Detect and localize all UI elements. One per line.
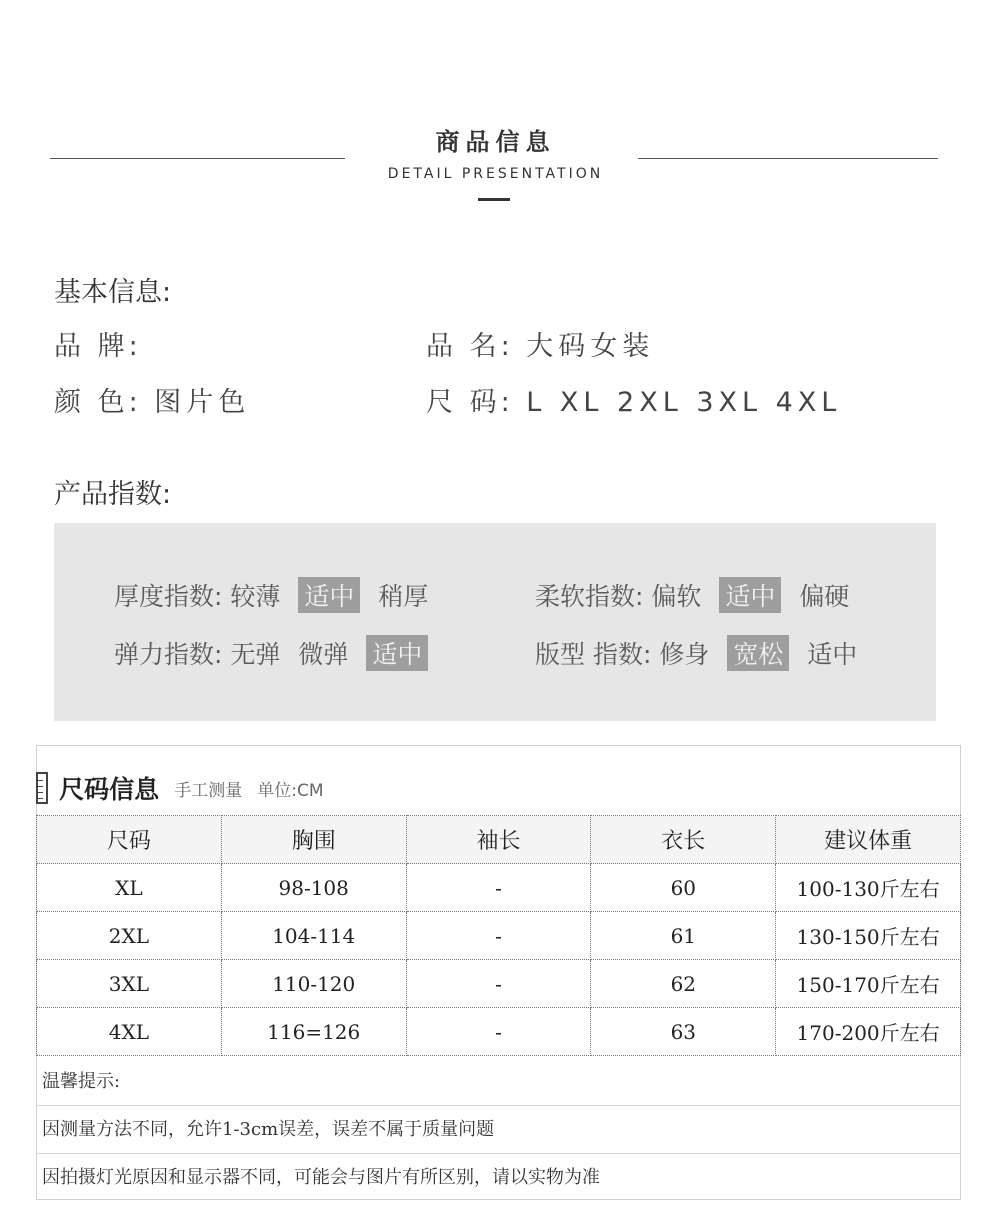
cell-length: 60 [591, 864, 776, 912]
softness-option-selected: 适中 [719, 577, 781, 613]
elasticity-option-selected: 适中 [366, 635, 428, 671]
product-name-value: 大码女装 [526, 331, 655, 362]
header-dash [478, 198, 510, 201]
header-weight: 建议体重 [776, 816, 961, 864]
cell-size: 4XL [37, 1008, 222, 1056]
fit-label: 版型 指数: [535, 640, 652, 669]
elasticity-option: 无弹 [230, 640, 281, 669]
cell-length: 63 [591, 1008, 776, 1056]
header-chest: 胸围 [221, 816, 406, 864]
indices-panel [54, 523, 936, 721]
page-subtitle: DETAIL PRESENTATION [387, 166, 604, 182]
softness-option: 偏软 [651, 582, 702, 611]
cell-weight: 150-170斤左右 [776, 960, 961, 1008]
cell-chest: 110-120 [221, 960, 406, 1008]
thickness-option: 较薄 [230, 582, 281, 611]
header-right-rule [638, 158, 938, 159]
tip-line-2: 因拍摄灯光原因和显示器不同，可能会与图片有所区别，请以实物为准 [42, 1167, 600, 1188]
thickness-option: 稍厚 [378, 582, 429, 611]
tips-title: 温馨提示: [36, 1058, 961, 1106]
size-label: 尺 码: [426, 387, 514, 418]
cell-length: 62 [591, 960, 776, 1008]
color-value: 图片色 [154, 387, 251, 418]
fit-option-selected: 宽松 [727, 635, 789, 671]
size-info-title: 尺码信息 [59, 775, 160, 804]
size-table-header [37, 816, 961, 864]
color-row [54, 380, 250, 419]
cell-length: 61 [591, 912, 776, 960]
elasticity-index [114, 635, 428, 671]
thickness-label: 厚度指数: [114, 582, 223, 611]
fit-option: 修身 [659, 640, 710, 669]
header-length: 衣长 [591, 816, 776, 864]
product-name-label: 品 名: [426, 331, 514, 362]
elasticity-label: 弹力指数: [114, 640, 223, 669]
table-row [37, 960, 961, 1008]
fit-option: 适中 [807, 640, 858, 669]
size-value: L XL 2XL 3XL 4XL [526, 387, 842, 418]
color-label: 颜 色: [54, 387, 142, 418]
table-row [37, 912, 961, 960]
header-size: 尺码 [37, 816, 222, 864]
header-sleeve: 袖长 [406, 816, 591, 864]
cell-size: 3XL [37, 960, 222, 1008]
header-left-rule [50, 158, 345, 159]
cell-weight: 130-150斤左右 [776, 912, 961, 960]
page-title: 商品信息 [435, 128, 556, 156]
thickness-option-selected: 适中 [298, 577, 360, 613]
cell-chest: 104-114 [221, 912, 406, 960]
basic-info-title: 基本信息: [54, 277, 172, 308]
elasticity-option: 微弹 [298, 640, 349, 669]
cell-chest: 116=126 [221, 1008, 406, 1056]
brand-label: 品 牌: [54, 331, 142, 362]
table-row [37, 1008, 961, 1056]
cell-sleeve: - [406, 912, 591, 960]
ruler-icon [36, 772, 48, 804]
table-row [37, 864, 961, 912]
cell-chest: 98-108 [221, 864, 406, 912]
thickness-index [114, 577, 428, 613]
size-info-heading [36, 770, 324, 806]
softness-label: 柔软指数: [535, 582, 644, 611]
measure-note: 手工测量 [174, 780, 243, 801]
product-name-row [426, 324, 654, 363]
cell-weight: 170-200斤左右 [776, 1008, 961, 1056]
size-row [426, 380, 841, 419]
cell-size: 2XL [37, 912, 222, 960]
softness-option: 偏硬 [799, 582, 850, 611]
tip-line-1: 因测量方法不同，允许1-3cm误差，误差不属于质量问题 [36, 1106, 961, 1154]
cell-size: XL [37, 864, 222, 912]
softness-index [535, 577, 849, 613]
cell-weight: 100-130斤左右 [776, 864, 961, 912]
indices-title: 产品指数: [54, 479, 172, 510]
fit-index [535, 635, 857, 671]
brand-row [54, 324, 142, 363]
cell-sleeve: - [406, 1008, 591, 1056]
cell-sleeve: - [406, 864, 591, 912]
unit-note: 单位:CM [257, 780, 324, 801]
size-table [36, 815, 961, 1056]
cell-sleeve: - [406, 960, 591, 1008]
